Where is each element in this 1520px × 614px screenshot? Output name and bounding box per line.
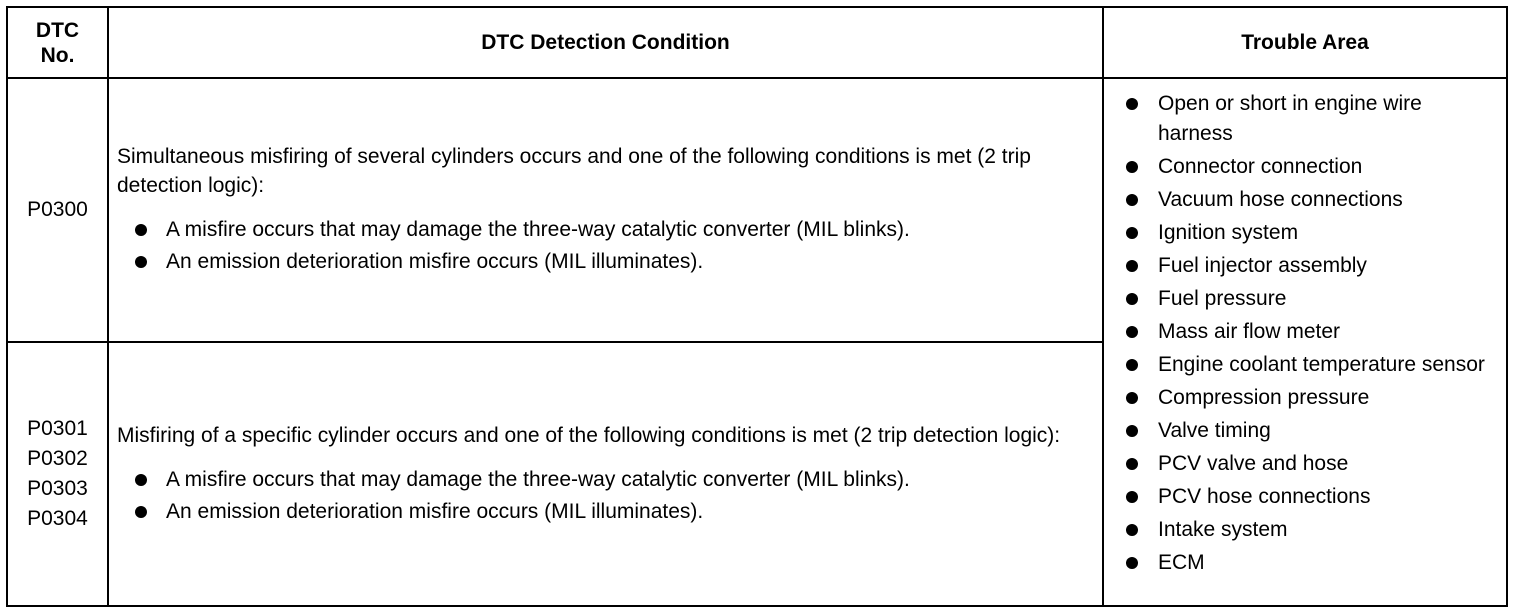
header-condition: DTC Detection Condition: [108, 7, 1103, 78]
trouble-area-text: Open or short in engine wire harness: [1158, 92, 1422, 145]
trouble-area-text: PCV valve and hose: [1158, 452, 1349, 475]
trouble-area-item: [1122, 482, 1494, 512]
dtc-code-cell: [7, 342, 108, 606]
trouble-area-cell: [1103, 78, 1507, 606]
trouble-area-text: Valve timing: [1158, 419, 1271, 442]
bullet-dot-icon: [1126, 98, 1138, 110]
bullet-dot-icon: [1126, 161, 1138, 173]
trouble-area-text: Mass air flow meter: [1158, 320, 1341, 343]
dtc-table: [6, 6, 1508, 607]
header-row: [7, 7, 1507, 78]
bullet-dot-icon: [1126, 359, 1138, 371]
bullet-dot-icon: [1126, 293, 1138, 305]
bullet-dot-icon: [1126, 227, 1138, 239]
trouble-area-item: [1122, 449, 1494, 479]
condition-cell: [108, 78, 1103, 342]
trouble-area-item: [1122, 350, 1494, 380]
bullet-dot-icon: [135, 474, 147, 486]
condition-bullet: [135, 496, 1092, 528]
trouble-area-text: Vacuum hose connections: [1158, 188, 1403, 211]
trouble-area-text: Connector connection: [1158, 155, 1363, 178]
condition-bullet-text: A misfire occurs that may damage the three-way catalytic converter (MIL blinks).: [166, 467, 910, 491]
table-row: [7, 78, 1507, 342]
condition-bullet-text: An emission deterioration misfire occurs (MIL illuminates).: [166, 499, 704, 523]
bullet-dot-icon: [1126, 557, 1138, 569]
trouble-area-text: Intake system: [1158, 518, 1288, 541]
dtc-code-cell: [7, 78, 108, 342]
trouble-area-text: ECM: [1158, 551, 1205, 574]
condition-bullet-list: [117, 464, 1092, 528]
trouble-area-text: PCV hose connections: [1158, 485, 1371, 508]
trouble-area-text: Fuel injector assembly: [1158, 254, 1367, 277]
trouble-area-item: [1122, 515, 1494, 545]
condition-bullet: [135, 246, 1092, 278]
trouble-area-item: [1122, 548, 1494, 578]
trouble-area-item: [1122, 383, 1494, 413]
condition-bullet-list: [117, 214, 1092, 278]
bullet-dot-icon: [1126, 326, 1138, 338]
condition-bullet: [135, 464, 1092, 496]
bullet-dot-icon: [1126, 392, 1138, 404]
bullet-dot-icon: [135, 256, 147, 268]
trouble-area-item: [1122, 317, 1494, 347]
header-dtc-no-line1: DTC: [35, 18, 80, 42]
bullet-dot-icon: [1126, 491, 1138, 503]
trouble-area-text: Fuel pressure: [1158, 287, 1287, 310]
trouble-area-text: Ignition system: [1158, 221, 1299, 244]
header-dtc-no-line2: No.: [40, 43, 75, 67]
condition-bullet: [135, 214, 1092, 246]
header-trouble-area: Trouble Area: [1103, 7, 1507, 78]
bullet-dot-icon: [1126, 524, 1138, 536]
condition-intro: Misfiring of a specific cylinder occurs and one of the following conditions is met (2 trip detection logic):: [117, 423, 1061, 447]
trouble-area-text: Engine coolant temperature sensor: [1158, 353, 1485, 376]
bullet-dot-icon: [1126, 194, 1138, 206]
dtc-code: P0302: [27, 447, 88, 470]
trouble-area-text: Compression pressure: [1158, 386, 1370, 409]
condition-intro: Simultaneous misfiring of several cylinders occurs and one of the following conditions is met (2 trip detection logic):: [117, 145, 1031, 197]
dtc-code: P0300: [27, 198, 88, 221]
condition-cell: [108, 342, 1103, 606]
trouble-area-item: [1122, 152, 1494, 182]
trouble-area-list: [1122, 89, 1494, 578]
trouble-area-item: [1122, 416, 1494, 446]
bullet-dot-icon: [1126, 260, 1138, 272]
bullet-dot-icon: [135, 506, 147, 518]
bullet-dot-icon: [1126, 458, 1138, 470]
dtc-code: P0304: [27, 507, 88, 530]
trouble-area-item: [1122, 284, 1494, 314]
trouble-area-item: [1122, 218, 1494, 248]
dtc-code: P0301: [27, 417, 88, 440]
trouble-area-item: [1122, 251, 1494, 281]
condition-bullet-text: An emission deterioration misfire occurs (MIL illuminates).: [166, 250, 704, 273]
header-dtc-no: [7, 7, 108, 78]
condition-bullet-text: A misfire occurs that may damage the three-way catalytic converter (MIL blinks).: [166, 218, 910, 241]
bullet-dot-icon: [1126, 425, 1138, 437]
dtc-code: P0303: [27, 477, 88, 500]
trouble-area-item: [1122, 185, 1494, 215]
bullet-dot-icon: [135, 224, 147, 236]
trouble-area-item: [1122, 89, 1494, 149]
